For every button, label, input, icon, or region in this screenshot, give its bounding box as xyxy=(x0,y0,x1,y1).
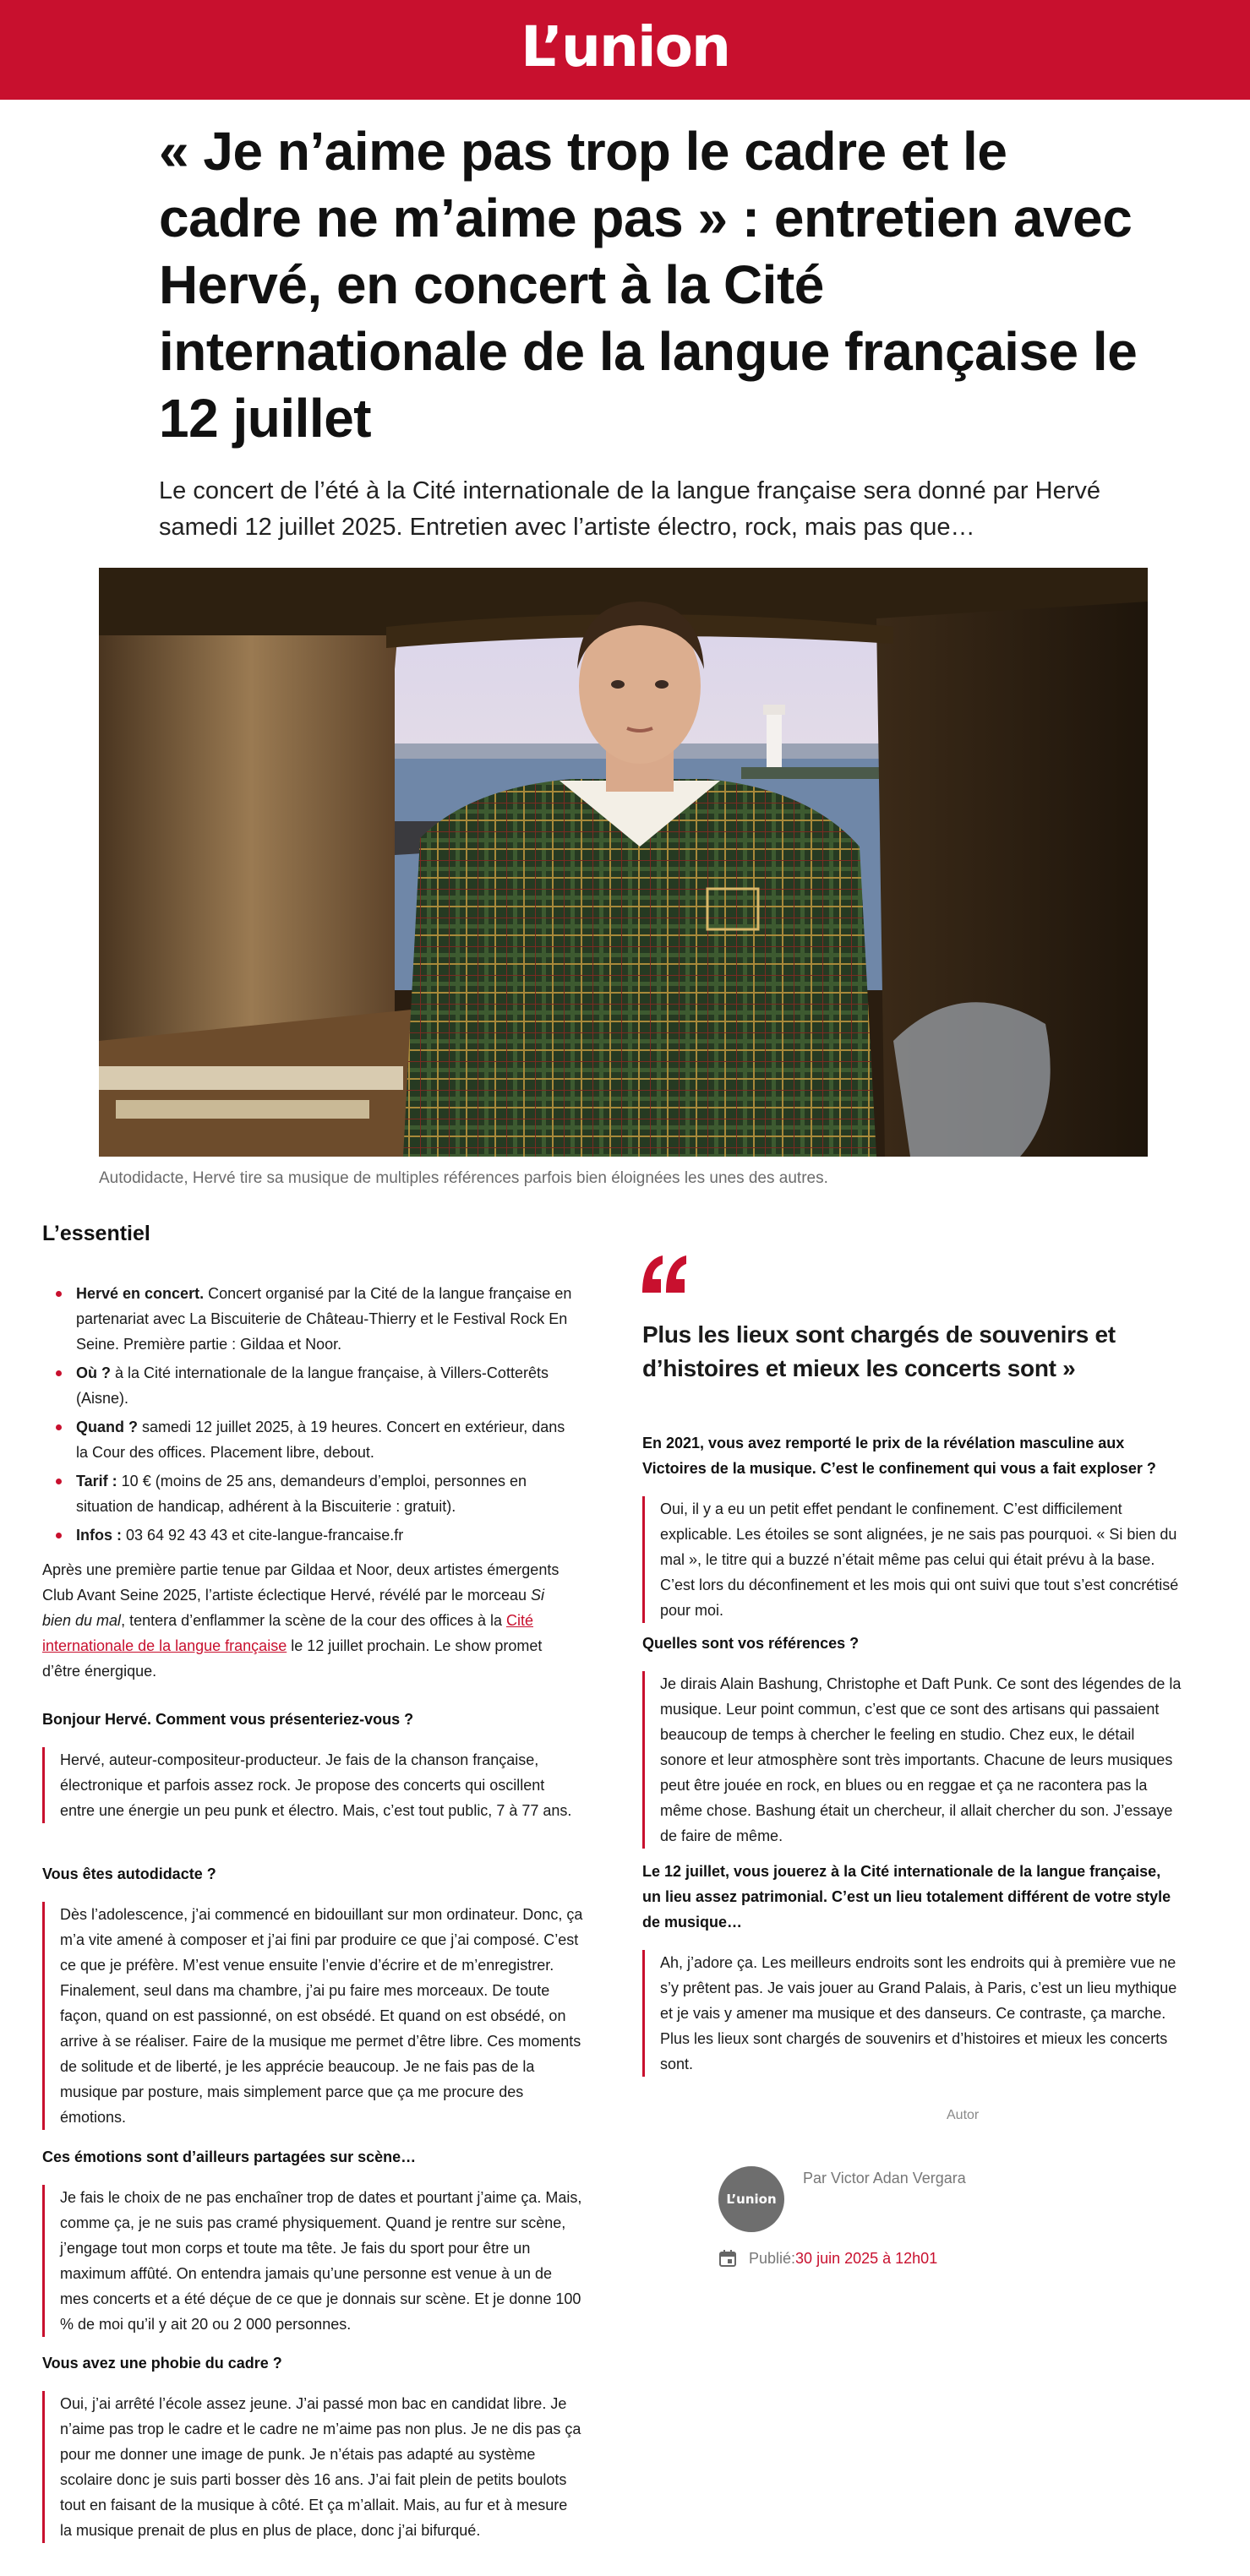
list-item-label: Hervé en concert. xyxy=(76,1285,205,1302)
pull-quote: Plus les lieux sont chargés de souvenirs et d’histoires et mieux les concerts sont » xyxy=(642,1321,1116,1381)
article-standfirst: Le concert de l’été à la Cité internationale de la langue française sera donné par Hervé samedi 12 juillet 2025. Entretien avec l’artiste électro, rock, mais pas que… xyxy=(159,477,1100,541)
article-headline: « Je n’aime pas trop le cadre et le cadre ne m’aime pas » : entretien avec Hervé, en concert à la Cité internationale de la langue française le 12 juillet xyxy=(159,121,1138,449)
qa-item xyxy=(42,1861,583,2130)
list-item-text: samedi 12 juillet 2025, à 19 heures. Concert en extérieur, dans la Cour des offices. Placement libre, debout. xyxy=(76,1419,565,1461)
list-item-label: Quand ? xyxy=(76,1419,138,1435)
interview-answer: Dès l’adolescence, j’ai commencé en bidouillant sur mon ordinateur. Donc, ça m’a vite amené à composer et j’ai fini par produire ce que j’ai composé. C’est ce que je préfère. M’est venue ensuite l’envie d’écrire et de m’enregistrer. Finalement, seul dans ma chambre, j’ai pu faire mes morceaux. De toute façon, quand on est passionné, on est obsédé. Et quand on est obsédé, on arrive à se réaliser. Faire de la musique me permet d’être libre. Ces moments de solitude et de liberté, je les apprécie beaucoup. Je ne fais pas de la musique par posture, mais simplement parce que ça me procure des émotions. xyxy=(42,1902,583,2130)
bullet-dot-icon xyxy=(56,1479,62,1484)
interview-answer: Oui, il y a eu un petit effet pendant le confinement. C’est difficilement explicable. Les étoiles se sont alignées, je ne sais pas pourquoi. « Si bien du mal », le titre qui a buzzé n’était même pas celui qui était prévu à la base. C’est lors du déconfinement et les mois qui ont suivi que tout s’est concrétisé pour moi. xyxy=(642,1496,1183,1623)
calendar-icon xyxy=(718,2249,737,2268)
list-item-text: 10 € (moins de 25 ans, demandeurs d’emploi, personnes en situation de handicap, adhérent à la Biscuiterie : gratuit). xyxy=(76,1473,527,1515)
author-label: Autor xyxy=(947,2108,980,2121)
concert-photo xyxy=(99,568,1148,1157)
author-byline[interactable]: Par Victor Adan Vergara xyxy=(803,2170,966,2187)
interview-answer: Hervé, auteur-compositeur-producteur. Je fais de la chanson française, électronique et parfois assez rock. Je propose des concerts qui oscillent entre une énergie un peu punk et électro. Mais, c’est tout public, 7 à 77 ans. xyxy=(42,1747,583,1823)
list-item-label: Infos : xyxy=(76,1527,122,1544)
published-label: Publié: xyxy=(749,2249,796,2267)
interview-question: Bonjour Hervé. Comment vous présenteriez-vous ? xyxy=(42,1711,414,1728)
interview-question: Ces émotions sont d’ailleurs partagées sur scène… xyxy=(42,2148,417,2165)
bullet-dot-icon xyxy=(56,1424,62,1430)
publish-info xyxy=(718,2249,937,2268)
interview-question: Quelles sont vos références ? xyxy=(642,1635,860,1652)
essentiel-list xyxy=(52,1281,576,1551)
interview-answer: Je fais le choix de ne pas enchaîner trop de dates et pourtant j’aime ça. Mais, comme ça, je ne suis pas cramé physiquement. Quand je rentre sur scène, j’engage tout mon corps et toute ma tête. Je fais du sport pour être un maximum affûté. On entendra jamais qu’une personne est venue à un de mes concerts et a été déçue de ce que je donnais sur scène. Et je donne 100 % de moi qu’il y ait 20 ou 2 000 personnes. xyxy=(42,2185,583,2337)
list-item xyxy=(52,1281,576,1357)
intro-text: Après une première partie tenue par Gildaa et Noor, deux artistes émergents Club Avant Seine 2025, l’artiste éclectique Hervé, révélé par le morceau xyxy=(42,1561,559,1604)
list-item xyxy=(52,1468,576,1519)
quote-mark-icon xyxy=(641,1254,688,1296)
interview-answer: Oui, j’ai arrêté l’école assez jeune. J’ai passé mon bac en candidat libre. Je n’aime pas trop le cadre et le cadre ne m’aime pas non plus. Je ne dis pas ça pour me donner une image de punk. Je n’étais pas adapté au système scolaire donc je suis parti bosser dès 16 ans. J’ai fait plein de petits boulots tout en faisant de la musique à côté. Et ça m’allait. Mais, au fur et à mesure la musique prenait de plus en plus de place, donc j’ai bifurqué. xyxy=(42,2391,583,2543)
intro-text: le 12 juillet prochain. Le show promet d’être énergique. xyxy=(42,1637,543,1680)
site-logo[interactable]: L’union xyxy=(521,14,729,79)
cite-link[interactable]: Cité internationale de la langue française xyxy=(42,1612,533,1654)
interview-question: Vous êtes autodidacte ? xyxy=(42,1865,216,1882)
interview-question: Vous avez une phobie du cadre ? xyxy=(42,2355,282,2372)
list-item-text: Concert organisé par la Cité de la langue française en partenariat avec La Biscuiterie de Château-Thierry et le Festival Rock En Seine. Première partie : Gildaa et Noor. xyxy=(76,1285,572,1353)
qa-item xyxy=(42,2350,583,2543)
qa-item xyxy=(642,1631,1183,1849)
essentiel-title: L’essentiel xyxy=(42,1222,150,1245)
interview-answer: Je dirais Alain Bashung, Christophe et Daft Punk. Ce sont des légendes de la musique. Leur point commun, c’est que ce sont des artisans qui passaient beaucoup de temps à chercher le feeling en studio. Chez eux, le détail sonore et leur atmosphère sont très importants. Chacune de leurs musiques peut être jouée en rock, en blues ou en reggae et ça ne racontera pas la même chose. Bashung était un chercheur, il allait chercher du son. J’essaye de faire de même. xyxy=(642,1671,1183,1849)
bullet-dot-icon xyxy=(56,1291,62,1297)
published-date: 30 juin 2025 à 12h01 xyxy=(795,2249,938,2267)
interview-question: Le 12 juillet, vous jouerez à la Cité internationale de la langue française, un lieu assez patrimonial. C’est un lieu totalement différent de votre style de musique… xyxy=(642,1863,1171,1931)
author-avatar[interactable]: L’union xyxy=(718,2166,784,2232)
list-item xyxy=(52,1360,576,1411)
interview-question: En 2021, vous avez remporté le prix de la révélation masculine aux Victoires de la musique. C’est le confinement qui vous a fait exploser ? xyxy=(642,1435,1156,1477)
interview-answer: Ah, j’adore ça. Les meilleurs endroits sont les endroits qui à première vue ne s’y prêtent pas. Je vais jouer au Grand Palais, à Paris, c’est un lieu mythique et je vais y amener ma musique et des danseurs. Ce contraste, ça marche. Plus les lieux sont chargés de souvenirs et d’histoires et mieux les concerts sont. xyxy=(642,1950,1183,2077)
qa-item xyxy=(42,1707,583,1823)
list-item-text: à la Cité internationale de la langue française, à Villers-Cotterêts (Aisne). xyxy=(76,1364,549,1407)
list-item xyxy=(52,1414,576,1465)
qa-item xyxy=(42,2144,583,2337)
song-title: Si bien du mal xyxy=(42,1587,545,1629)
qa-item xyxy=(642,1859,1183,2077)
article-intro xyxy=(42,1557,575,1684)
list-item-label: Où ? xyxy=(76,1364,111,1381)
hero-image xyxy=(99,568,1148,1157)
masthead xyxy=(0,0,1250,100)
qa-item xyxy=(642,1430,1183,1623)
bullet-dot-icon xyxy=(56,1533,62,1539)
hero-caption: Autodidacte, Hervé tire sa musique de multiples références parfois bien éloignées les unes des autres. xyxy=(99,1169,828,1187)
intro-text: , tentera d’enflammer la scène de la cour des offices à la xyxy=(121,1612,506,1629)
bullet-dot-icon xyxy=(56,1370,62,1376)
list-item-text: 03 64 92 43 43 et cite-langue-francaise.fr xyxy=(122,1527,404,1544)
list-item xyxy=(52,1522,576,1548)
list-item-label: Tarif : xyxy=(76,1473,117,1490)
